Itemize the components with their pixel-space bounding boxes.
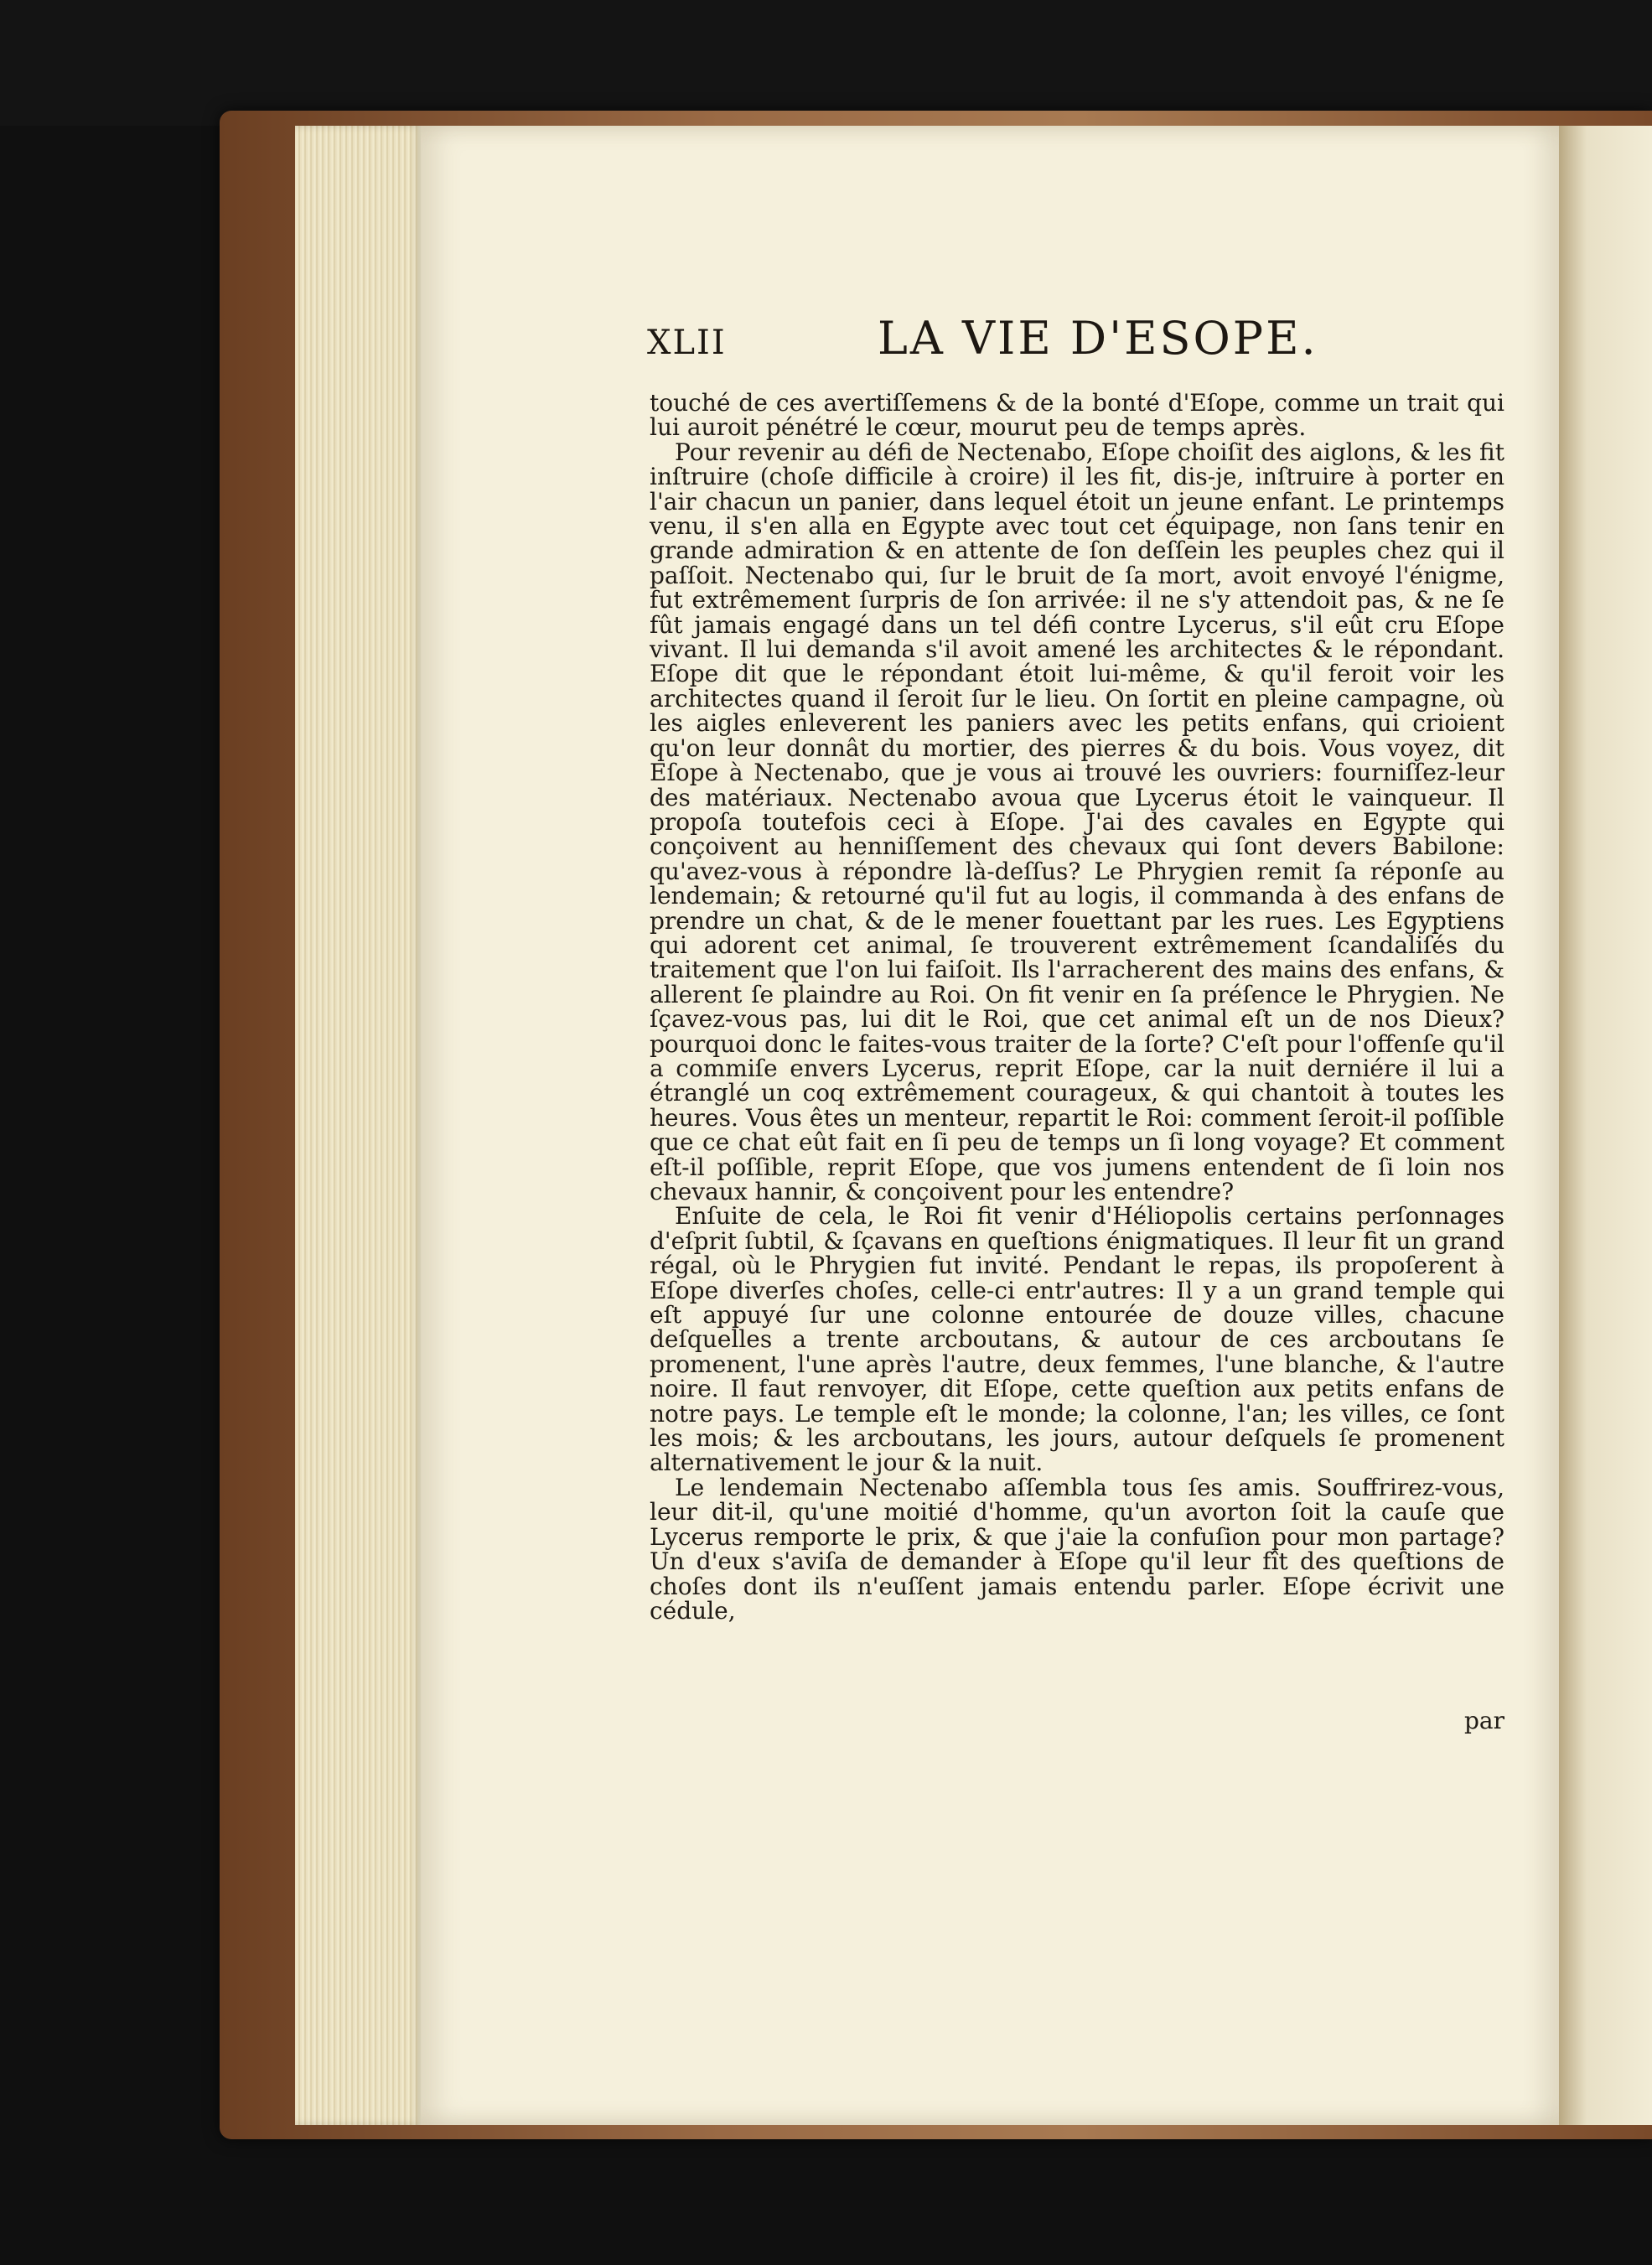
backdrop <box>0 0 1652 126</box>
paragraph: Enſuite de cela, le Roi fit venir d'Héliopolis certains perſonnages d'eſprit ſubtil, & ſçavans en queſtions énigmatiques. Il leur fit un grand régal, où le Phrygien fut invité. Pendant le repas, ils propoſerent à Eſope diverſes choſes, celle-ci entr'autres: Il y a un grand temple qui eſt appuyé ſur une colonne entourée de douze villes, chacune deſquelles a trente arcboutans, & autour de ces arcboutans ſe promenent, l'une après l'autre, deux femmes, l'une blanche, & l'autre noire. Il faut renvoyer, dit Eſope, cette queſtion aux petits enfans de notre pays. Le temple eſt le monde; la colonne, l'an; les villes, ce ſont les mois; & les arcboutans, les jours, autour deſquels ſe promenent alternativement le jour & la nuit. <box>650 1202 1504 1477</box>
facing-page-edge <box>1559 126 1652 2125</box>
running-title: LA VIE D'ESOPE. <box>878 312 1318 365</box>
body-text <box>650 391 1504 1623</box>
catchword: par <box>1463 1707 1504 1734</box>
folio-number: XLII <box>647 324 727 362</box>
paragraph: Pour revenir au défi de Nectenabo, Eſope choiſit des aiglons, & les fit inſtruire (choſe difficile à croire) il les fit, dis-je, inſtruire à porter en l'air chacun un panier, dans lequel étoit un jeune enfant. Le printemps venu, il s'en alla en Egypte avec tout cet équipage, non ſans tenir en grande admiration & en attente de ſon deſſein les peuples chez qui il paſſoit. Nectenabo qui, ſur le bruit de ſa mort, avoit envoyé l'énigme, fut extrêmement ſurpris de ſon arrivée: il ne s'y attendoit pas, & ne ſe fût jamais engagé dans un tel défi contre Lycerus, s'il eût cru Eſope vivant. Il lui demanda s'il avoit amené les architectes & le répondant. Eſope dit que le répondant étoit lui-même, & qu'il feroit voir les architectes quand il ſeroit ſur le lieu. On ſortit en pleine campagne, où les aigles enleverent les paniers avec les petits enfans, qui crioient qu'on leur donnât du mortier, des pierres & du bois. Vous voyez, dit Eſope à Nectenabo, que je vous ai trouvé les ouvriers: fourniſſez-leur des matériaux. Nectenabo avoua que Lycerus étoit le vainqueur. Il propoſa toutefois ceci à Eſope. J'ai des cavales en Egypte qui conçoivent au henniſſement des chevaux qui ſont devers Babilone: qu'avez-vous à répondre là-deſſus? Le Phrygien remit ſa réponſe au lendemain; & retourné qu'il fut au logis, il commanda à des enfans de prendre un chat, & de le mener fouettant par les rues. Les Egyptiens qui adorent cet animal, ſe trouverent extrêmement ſcandaliſés du traitement que l'on lui faiſoit. Ils l'arracherent des mains des enfans, & allerent ſe plaindre au Roi. On fit venir en ſa préſence le Phrygien. Ne ſçavez-vous pas, lui dit le Roi, que cet animal eſt un de nos Dieux? pourquoi donc le faites-vous traiter de la ſorte? C'eſt pour l'offenſe qu'il a commiſe envers Lycerus, reprit Eſope, car la nuit derniére il lui a étranglé un coq extrêmement courageux, & qui chantoit à toutes les heures. Vous êtes un menteur, repartit le Roi: comment ſeroit-il poſſible que ce chat eût fait en ſi peu de temps un ſi long voyage? Et comment eſt-il poſſible, reprit Eſope, que vos jumens entendent de ſi loin nos chevaux hannir, & conçoivent pour les entendre? <box>650 438 1504 1205</box>
page-header <box>647 312 1318 371</box>
paragraph: Le lendemain Nectenabo aſſembla tous ſes amis. Souffrirez-vous, leur dit-il, qu'une moitié d'homme, qu'un avorton ſoit la cauſe que Lycerus remporte le prix, & que j'aie la confuſion pour mon partage? Un d'eux s'aviſa de demander à Eſope qu'il leur fît des queſtions de choſes dont ils n'euſſent jamais entendu parler. Eſope écrivit une cédule, <box>650 1473 1504 1625</box>
page-edges <box>295 126 422 2125</box>
paragraph: touché de ces avertiſſemens & de la bonté d'Eſope, comme un trait qui lui auroit pénétré le cœur, mourut peu de temps après. <box>650 389 1504 442</box>
